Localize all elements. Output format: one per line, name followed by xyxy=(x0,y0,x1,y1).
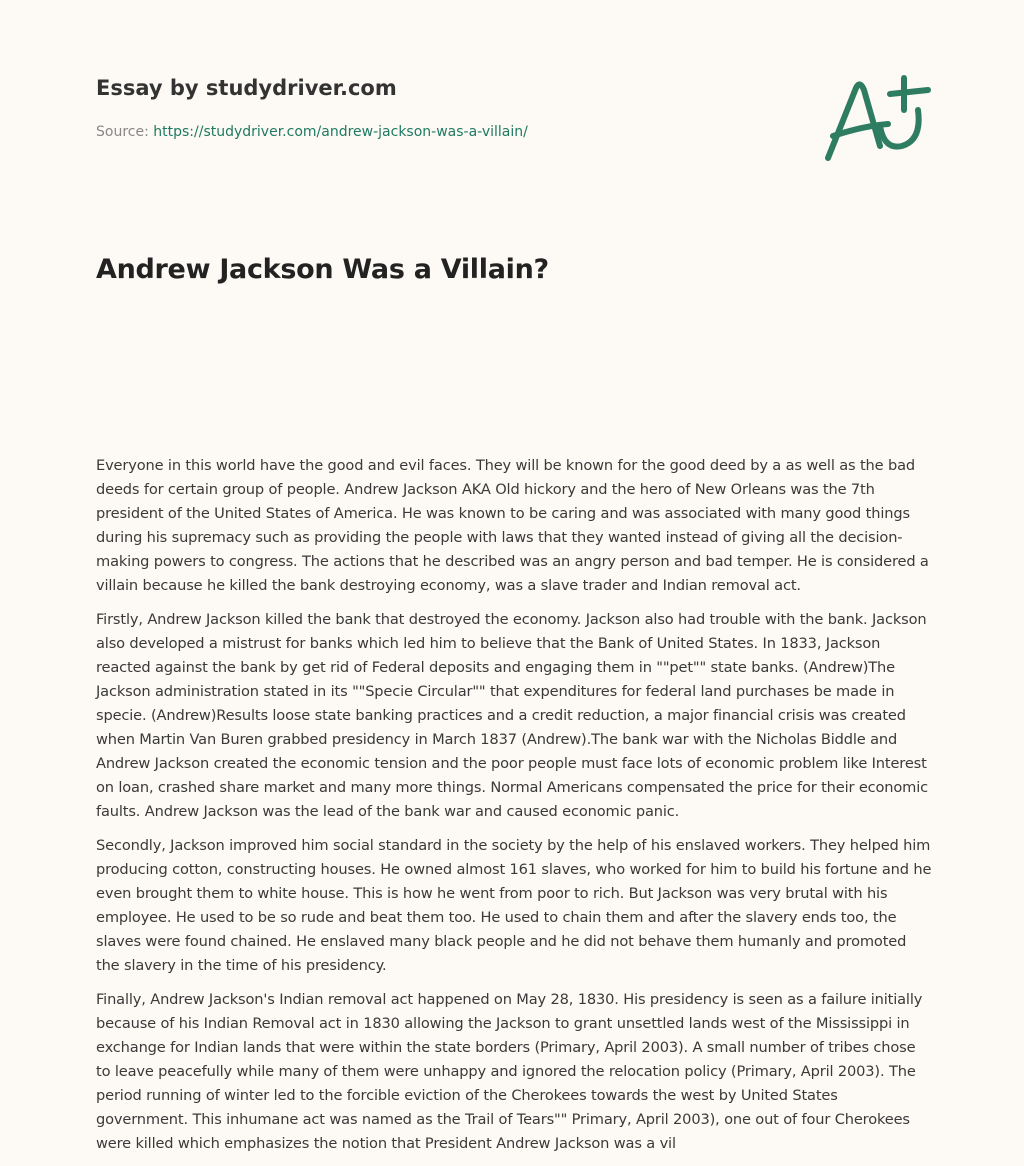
essay-paragraph: Everyone in this world have the good and evil faces. They will be known for the good deed by a as well as the bad deeds for certain group of people. Andrew Jackson AKA Old hickory and the hero of New Orleans was the 7th president of the United States of America. He was known to be caring and was associated with many good things during his supremacy such as providing the people with laws that they wanted instead of giving all the decision-making powers to congress. The actions that he described was an angry person and bad temper. He is considered a villain because he killed the bank destroying economy, was a slave trader and Indian removal act. xyxy=(96,457,929,594)
page-header xyxy=(0,0,1024,230)
essay-paragraph: Secondly, Jackson improved him social standard in the society by the help of his enslaved workers. They helped him producing cotton, constructing houses. He owned almost 161 slaves, who worked for him to build his fortune and he even brought them to white house. This is how he went from poor to rich. But Jackson was very brutal with his employee. He used to be so rude and beat them too. He used to chain them and after the slavery ends too, the slaves were found chained. He enslaved many black people and he did not behave them humanly and promoted the slavery in the time of his presidency. xyxy=(96,837,932,974)
essay-paragraph: Firstly, Andrew Jackson killed the bank that destroyed the economy. Jackson also had trouble with the bank. Jackson also developed a mistrust for banks which led him to believe that the Bank of United States. In 1833, Jackson reacted against the bank by get rid of Federal deposits and engaging them in ""pet"" state banks. (Andrew)The Jackson administration stated in its ""Specie Circular"" that expenditures for federal land purchases be made in specie. (Andrew)Results loose state banking practices and a credit reduction, a major financial crisis was created when Martin Van Buren grabbed presidency in March 1837 (Andrew).The bank war with the Nicholas Biddle and Andrew Jackson created the economic tension and the poor people must face lots of economic problem like Interest on loan, crashed share market and many more things. Normal Americans compensated the price for their economic faults. Andrew Jackson was the lead of the bank war and caused economic panic. xyxy=(96,611,929,820)
source-line xyxy=(96,124,528,140)
essay-paragraph: Finally, Andrew Jackson's Indian removal act happened on May 28, 1830. His presidency is seen as a failure initially because of his Indian Removal act in 1830 allowing the Jackson to grant unsettled lands west of the Mississippi in exchange for Indian lands that were within the state borders (Primary, April 2003). A small number of tribes chose to leave peacefully while many of them were unhappy and ignored the relocation policy (Primary, April 2003). The period running of winter led to the forcible eviction of the Cherokees towards the west by United States government. This inhumane act was named as the Trail of Tears"" Primary, April 2003), one out of four Cherokees were killed which emphasizes the notion that President Andrew Jackson was a vil xyxy=(96,991,923,1152)
essay-body xyxy=(96,454,932,1166)
essay-title: Andrew Jackson Was a Villain? xyxy=(96,254,549,285)
site-brand: Essay by studydriver.com xyxy=(96,76,397,100)
a-plus-logo-icon xyxy=(818,66,938,166)
source-link[interactable]: https://studydriver.com/andrew-jackson-was-a-villain/ xyxy=(153,124,528,140)
source-label: Source: xyxy=(96,124,149,140)
